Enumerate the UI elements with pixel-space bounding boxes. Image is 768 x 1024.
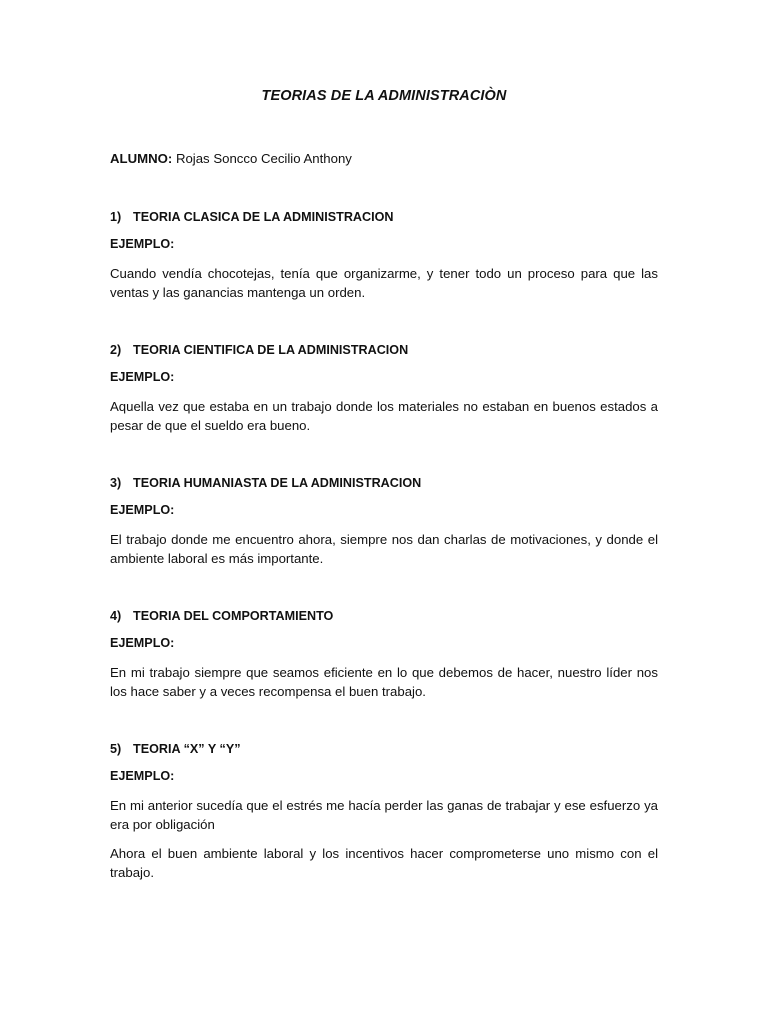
section-number: 3)	[110, 475, 122, 490]
section-4	[110, 607, 658, 702]
section-number: 2)	[110, 342, 122, 357]
section-1	[110, 208, 658, 303]
document-content	[110, 86, 658, 921]
document-title: TEORIAS DE LA ADMINISTRACIÒN	[261, 88, 507, 104]
example-paragraph: En mi anterior sucedía que el estrés me hacía perder las ganas de trabajar y ese esfuerzo ya era por obligación	[110, 797, 658, 832]
student-label: ALUMNO:	[110, 151, 173, 166]
section-5	[110, 740, 658, 883]
section-number: 4)	[110, 608, 122, 623]
example-paragraph: Cuando vendía chocotejas, tenía que organizarme, y tener todo un proceso para que las ventas y las ganancias mantenga un orden.	[110, 265, 658, 300]
section-heading	[110, 341, 658, 361]
section-2	[110, 341, 658, 436]
example-label: EJEMPLO:	[110, 636, 175, 650]
section-heading	[110, 740, 658, 760]
section-heading-text: TEORIA HUMANIASTA DE LA ADMINISTRACION	[133, 475, 422, 490]
section-heading	[110, 607, 658, 627]
example-label: EJEMPLO:	[110, 237, 175, 251]
section-heading	[110, 208, 658, 228]
section-heading-text: TEORIA CLASICA DE LA ADMINISTRACION	[133, 209, 394, 224]
student-line	[110, 149, 658, 169]
section-heading-text: TEORIA “X” Y “Y”	[133, 741, 241, 756]
section-number: 5)	[110, 741, 122, 756]
example-paragraph: Ahora el buen ambiente laboral y los incentivos hacer comprometerse uno mismo con el trabajo.	[110, 845, 658, 880]
student-name: Rojas Soncco Cecilio Anthony	[175, 151, 352, 166]
example-label: EJEMPLO:	[110, 769, 175, 783]
sections-list	[110, 208, 658, 883]
example-label: EJEMPLO:	[110, 503, 175, 517]
example-paragraph: En mi trabajo siempre que seamos eficiente en lo que debemos de hacer, nuestro líder nos los hace saber y a veces recompensa el buen trabajo.	[110, 664, 658, 699]
section-number: 1)	[110, 209, 122, 224]
section-heading-text: TEORIA CIENTIFICA DE LA ADMINISTRACION	[133, 342, 409, 357]
example-paragraph: El trabajo donde me encuentro ahora, siempre nos dan charlas de motivaciones, y donde el ambiente laboral es más importante.	[110, 531, 658, 566]
section-heading	[110, 474, 658, 494]
example-label: EJEMPLO:	[110, 370, 175, 384]
section-3	[110, 474, 658, 569]
example-paragraph: Aquella vez que estaba en un trabajo donde los materiales no estaban en buenos estados a pesar de que el sueldo era bueno.	[110, 398, 658, 433]
section-heading-text: TEORIA DEL COMPORTAMIENTO	[133, 608, 334, 623]
